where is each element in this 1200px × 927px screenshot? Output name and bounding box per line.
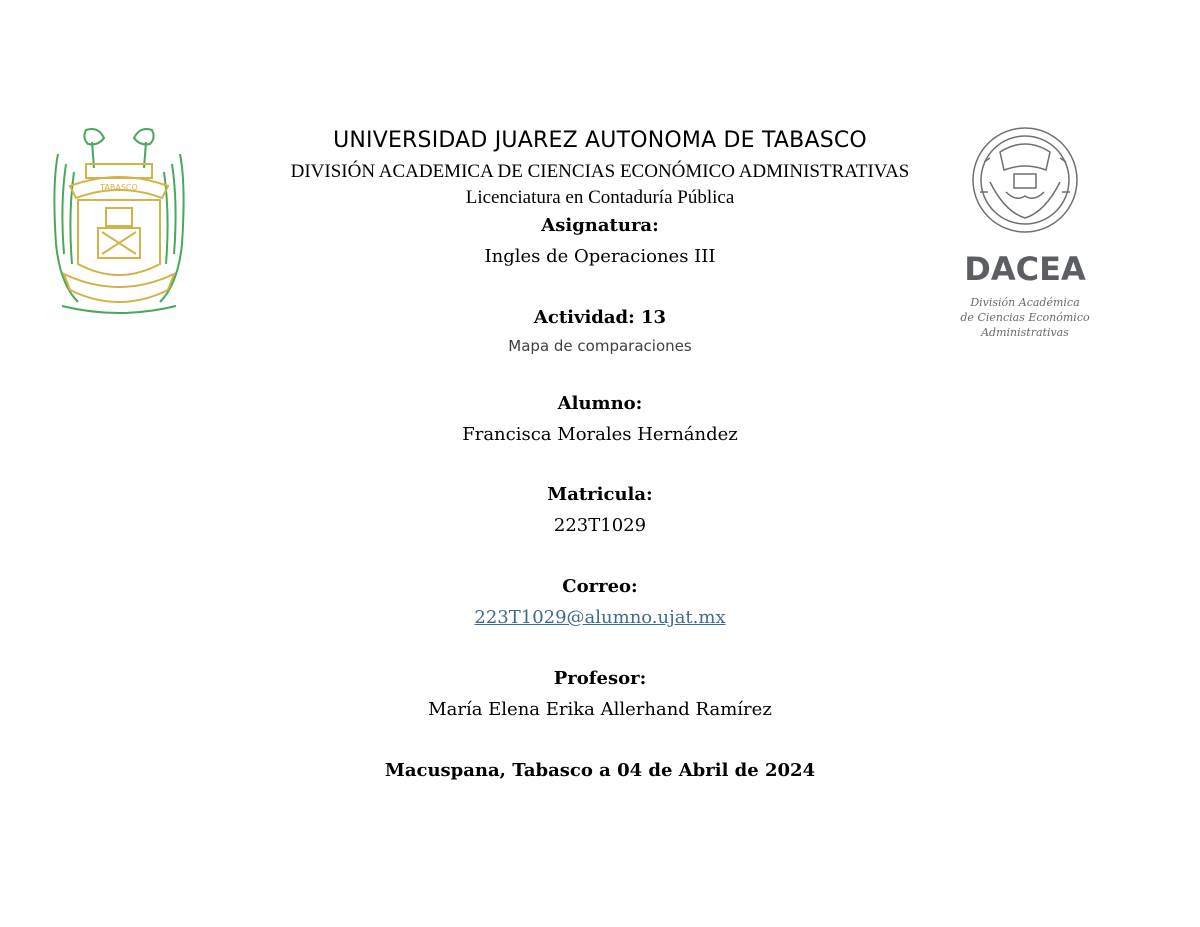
- professor-value: María Elena Erika Allerhand Ramírez: [428, 699, 772, 720]
- student-label: Alumno:: [557, 393, 643, 414]
- email-link[interactable]: 223T1029@alumno.ujat.mx: [474, 607, 726, 628]
- id-label: Matricula:: [547, 484, 653, 505]
- dacea-line1: División Académica: [970, 296, 1080, 309]
- professor-label: Profesor:: [553, 668, 647, 689]
- place-date: Macuspana, Tabasco a 04 de Abril de 2024: [384, 760, 816, 781]
- activity-value: Mapa de comparaciones: [508, 337, 692, 355]
- dacea-line2: de Ciencias Económico: [960, 311, 1090, 324]
- student-value: Francisca Morales Hernández: [462, 424, 738, 445]
- activity-label: Actividad: 13: [533, 307, 667, 328]
- university-name: UNIVERSIDAD JUAREZ AUTONOMA DE TABASCO: [333, 128, 867, 153]
- ujat-logo: [48, 124, 190, 322]
- email-row: [200, 606, 1000, 630]
- subject-value: Ingles de Operaciones III: [484, 246, 716, 267]
- banner-text: TABASCO: [100, 183, 138, 192]
- dacea-line3: Administrativas: [981, 326, 1069, 339]
- dacea-title: DACEA: [964, 250, 1086, 288]
- degree-name: Licenciatura en Contaduría Pública: [465, 187, 735, 208]
- division-name: DIVISIÓN ACADEMICA DE CIENCIAS ECONÓMICO ADMINISTRATIVAS: [290, 161, 910, 182]
- subject-label: Asignatura:: [541, 215, 659, 236]
- email-label: Correo:: [562, 576, 638, 597]
- ujat-coat-of-arms-icon: [48, 124, 190, 322]
- id-value: 223T1029: [553, 515, 647, 536]
